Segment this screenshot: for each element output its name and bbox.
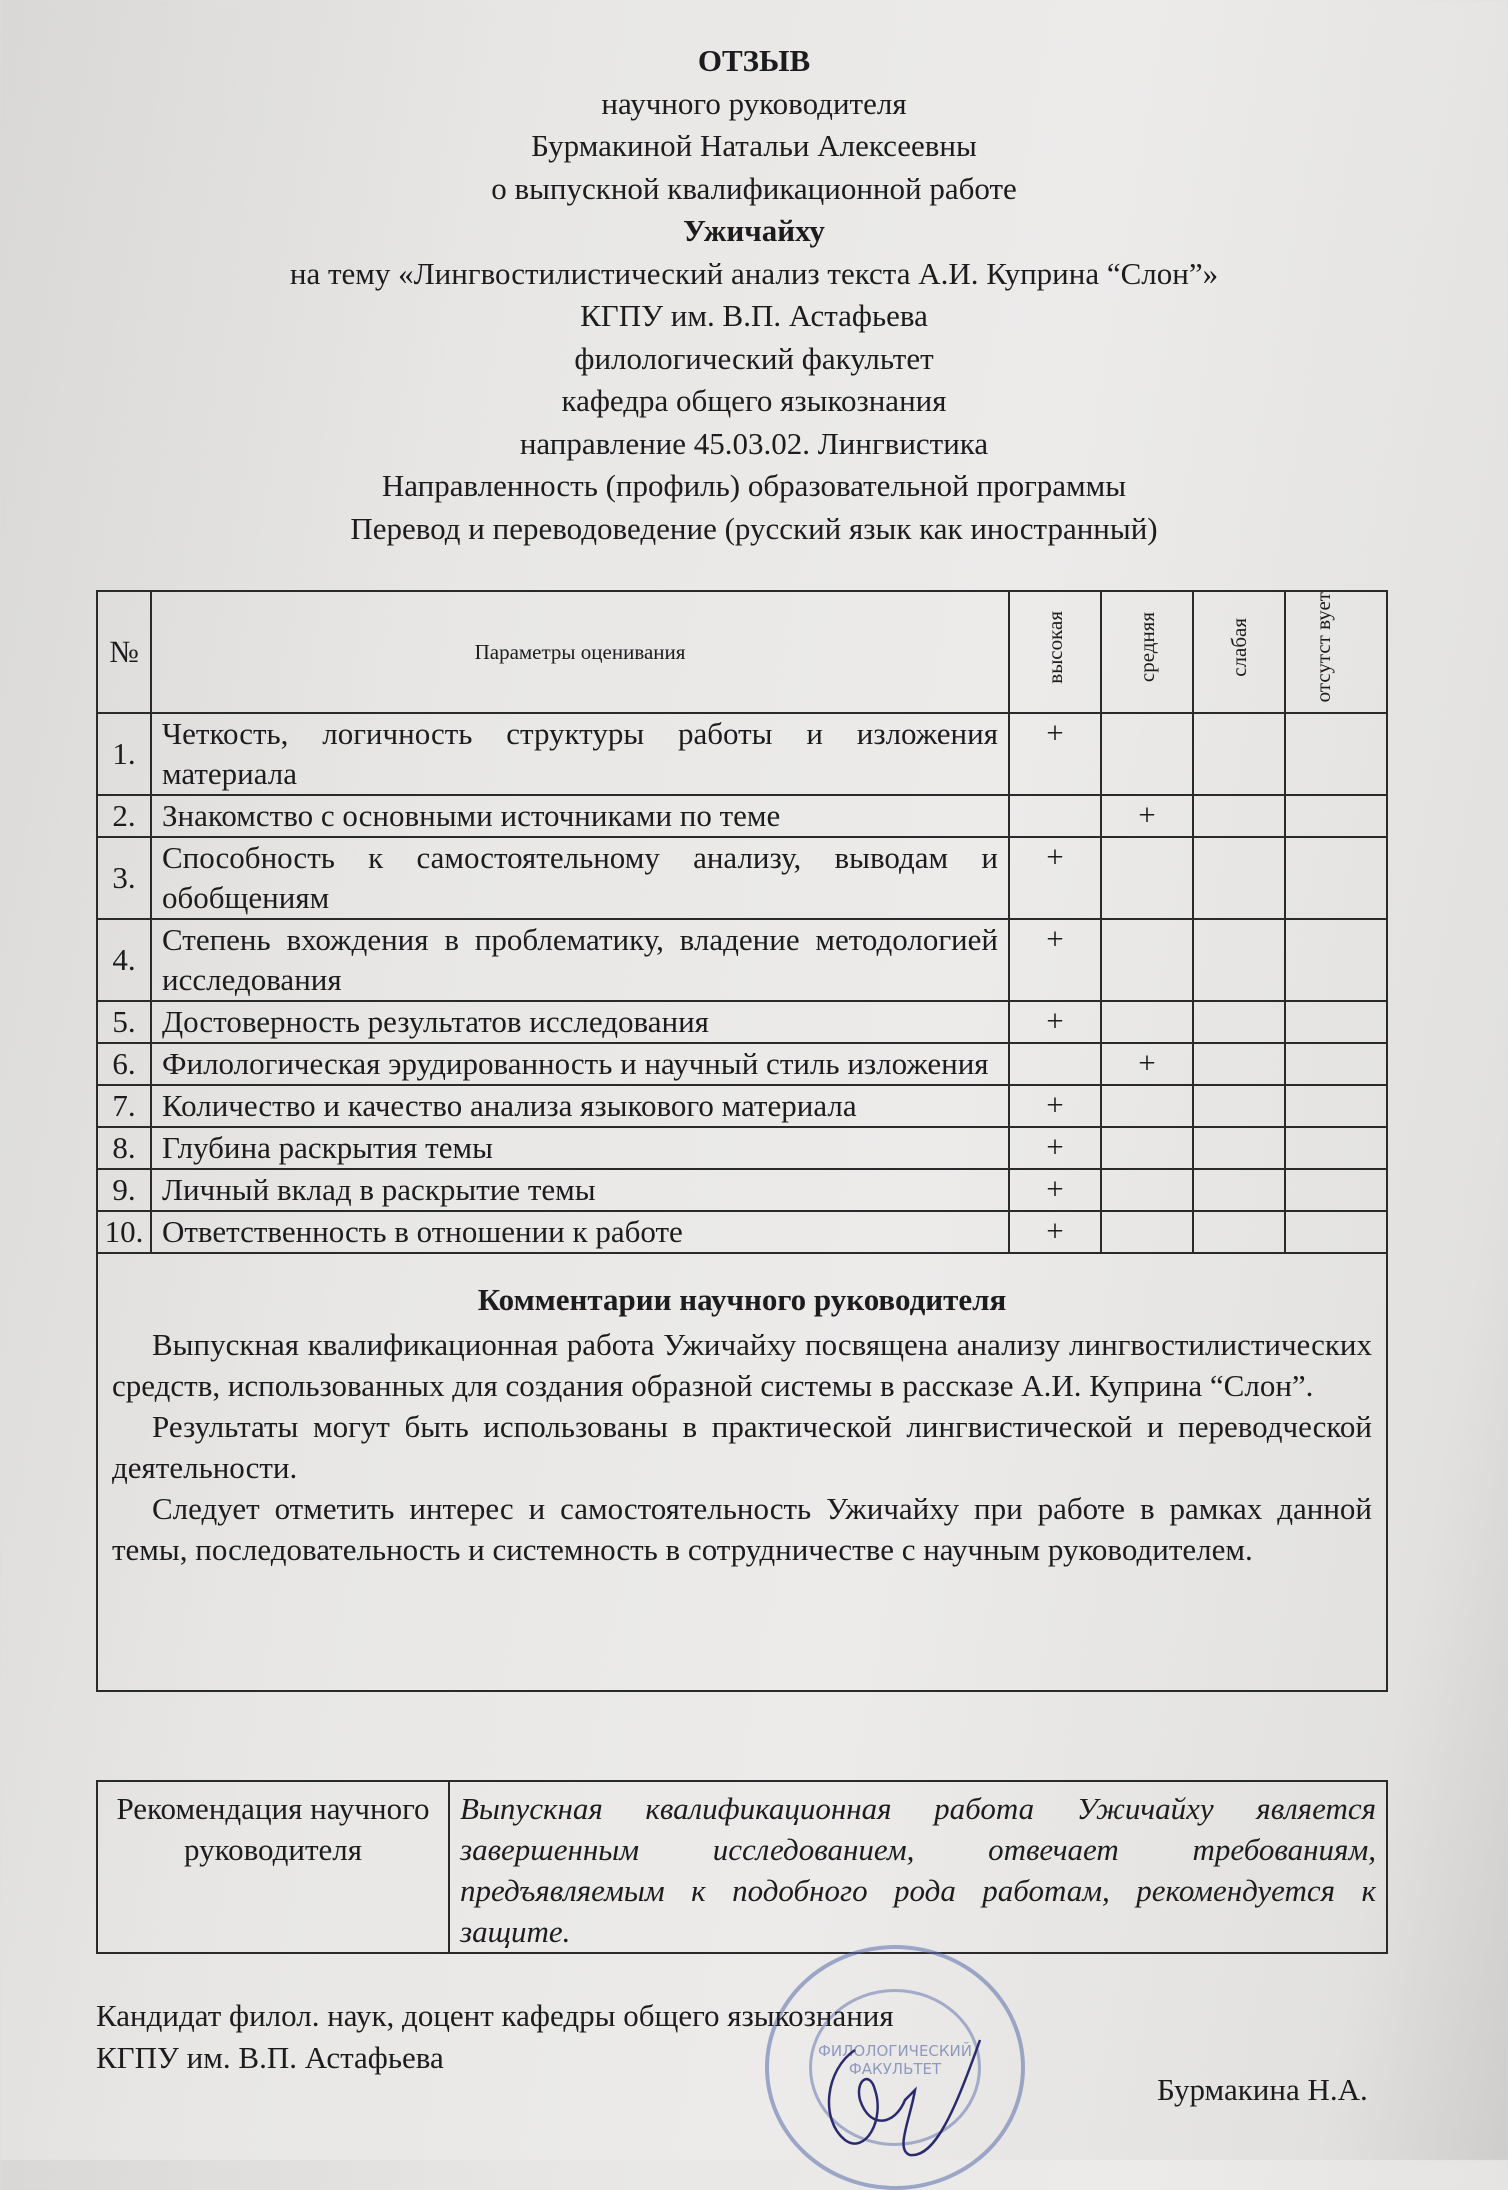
row-parameter: Филологическая эрудированность и научный стиль изложения (151, 1043, 1009, 1085)
row-parameter: Достоверность результатов исследования (151, 1001, 1009, 1043)
header-line: научного руководителя (601, 85, 907, 121)
rating-cell (1009, 837, 1101, 919)
plus-mark: + (1046, 839, 1064, 874)
table-row (97, 837, 1387, 919)
comments-cell (97, 1253, 1387, 1691)
row-parameter: Ответственность в отношении к работе (151, 1211, 1009, 1253)
rating-cell (1009, 713, 1101, 795)
rating-cell (1101, 1085, 1193, 1127)
rating-cell (1009, 1127, 1101, 1169)
row-number: 3. (97, 837, 151, 919)
header-line: Бурмакиной Натальи Алексеевны (531, 128, 977, 163)
col-high: высокая (1043, 611, 1067, 684)
rating-cell (1193, 713, 1285, 795)
plus-mark: + (1046, 1129, 1064, 1164)
row-parameter: Количество и качество анализа языкового материала (151, 1085, 1009, 1127)
rating-cell (1285, 837, 1387, 919)
rating-cell (1285, 1211, 1387, 1253)
rating-cell (1101, 1043, 1193, 1085)
col-num: № (97, 591, 151, 713)
stamp-inner: ФИЛОЛОГИЧЕСКИЙ ФАКУЛЬТЕТ (809, 1989, 981, 2146)
rating-cell (1193, 1211, 1285, 1253)
recommendation-table (96, 1780, 1388, 1954)
rating-cell (1193, 919, 1285, 1001)
table-row (97, 795, 1387, 837)
table-row (97, 1001, 1387, 1043)
rating-cell (1285, 1001, 1387, 1043)
plus-mark: + (1138, 797, 1156, 832)
signer-org: КГПУ им. В.П. Астафьева (96, 2040, 444, 2075)
row-number: 7. (97, 1085, 151, 1127)
row-number: 5. (97, 1001, 151, 1043)
rating-cell (1101, 713, 1193, 795)
comment-paragraph: Результаты могут быть использованы в практической лингвистической и переводческой деятельности. (112, 1409, 1372, 1485)
rating-cell (1101, 1169, 1193, 1211)
table-header-row (97, 591, 1387, 713)
rating-cell (1101, 1001, 1193, 1043)
plus-mark: + (1046, 1003, 1064, 1038)
rating-cell (1009, 795, 1101, 837)
rating-cell (1101, 795, 1193, 837)
row-parameter: Степень вхождения в проблематику, владение методологией исследования (151, 919, 1009, 1001)
header-line: Направленность (профиль) образовательной программы (381, 468, 1127, 503)
rating-cell (1285, 713, 1387, 795)
rating-cell (1285, 1127, 1387, 1169)
header-line: КГПУ им. В.П. Астафьева (580, 298, 928, 333)
rating-cell (1285, 795, 1387, 837)
rating-cell (1193, 1169, 1285, 1211)
plus-mark: + (1046, 1171, 1064, 1206)
rating-cell (1193, 1085, 1285, 1127)
document-header (0, 40, 1508, 550)
rating-cell (1193, 1043, 1285, 1085)
row-number: 1. (97, 713, 151, 795)
comments-title: Комментарии научного руководителя (477, 1282, 1007, 1317)
row-parameter: Знакомство с основными источниками по теме (151, 795, 1009, 837)
comment-paragraph: Выпускная квалификационная работа Ужичайху посвящена анализу лингвостилистических средств, использованных для создания образной системы в рассказе А.И. Куприна “Слон”. (112, 1327, 1372, 1403)
rating-cell (1285, 1169, 1387, 1211)
row-parameter: Способность к самостоятельному анализу, выводам и обобщениям (151, 837, 1009, 919)
rating-cell (1009, 1043, 1101, 1085)
col-low: слабая (1227, 618, 1251, 677)
student-name: Ужичайху (683, 213, 825, 248)
row-number: 2. (97, 795, 151, 837)
rating-cell (1193, 1001, 1285, 1043)
table-row (97, 1085, 1387, 1127)
header-line: кафедра общего языкознания (561, 383, 947, 418)
rating-cell (1009, 1001, 1101, 1043)
rating-cell (1193, 837, 1285, 919)
row-parameter: Глубина раскрытия темы (151, 1127, 1009, 1169)
plus-mark: + (1046, 1213, 1064, 1248)
evaluation-table (96, 590, 1388, 1692)
row-number: 9. (97, 1169, 151, 1211)
rating-cell (1193, 795, 1285, 837)
table-row (97, 1043, 1387, 1085)
row-number: 8. (97, 1127, 151, 1169)
rating-cell (1009, 1085, 1101, 1127)
plus-mark: + (1046, 1087, 1064, 1122)
col-mid: средняя (1135, 612, 1159, 683)
recommendation-label: Рекомендация научного руководителя (97, 1781, 449, 1953)
rating-cell (1009, 1169, 1101, 1211)
row-number: 10. (97, 1211, 151, 1253)
table-row (97, 919, 1387, 1001)
rating-cell (1009, 919, 1101, 1001)
signer-position: Кандидат филол. наук, доцент кафедры общего языкознания (96, 1998, 894, 2033)
recommendation-text: Выпускная квалификационная работа Ужичайху является завершенным исследованием, отвечает требованиям, предъявляемым к подобного рода работам, рекомендуется к защите. (449, 1781, 1387, 1953)
table-row (97, 1169, 1387, 1211)
header-line: о выпускной квалификационной работе (491, 170, 1017, 206)
rating-cell (1285, 1085, 1387, 1127)
doc-title: ОТЗЫВ (697, 43, 811, 78)
rating-cell (1101, 919, 1193, 1001)
header-line: филологический факультет (574, 340, 934, 376)
row-parameter: Четкость, логичность структуры работы и изложения материала (151, 713, 1009, 795)
rating-cell (1285, 919, 1387, 1001)
table-row (97, 713, 1387, 795)
row-number: 4. (97, 919, 151, 1001)
header-line: направление 45.03.02. Лингвистика (519, 425, 989, 461)
header-line: на тему «Лингвостилистический анализ текста А.И. Куприна “Слон”» (289, 255, 1219, 291)
col-none: отсутст вует (1311, 592, 1335, 703)
signature (815, 2030, 985, 2160)
rating-cell (1285, 1043, 1387, 1085)
plus-mark: + (1138, 1045, 1156, 1080)
rating-cell (1101, 1211, 1193, 1253)
row-number: 6. (97, 1043, 151, 1085)
comment-paragraph: Следует отметить интерес и самостоятельность Ужичайху при работе в рамках данной темы, последовательность и системность в сотрудничестве с научным руководителем. (112, 1491, 1372, 1567)
signer-name: Бурмакина Н.А. (1157, 2072, 1368, 2107)
col-params: Параметры оценивания (151, 591, 1009, 713)
rating-cell (1193, 1127, 1285, 1169)
plus-mark: + (1046, 921, 1064, 956)
table-row (97, 1127, 1387, 1169)
plus-mark: + (1046, 715, 1064, 750)
table-row (97, 1211, 1387, 1253)
rating-cell (1101, 1127, 1193, 1169)
rating-cell (1101, 837, 1193, 919)
row-parameter: Личный вклад в раскрытие темы (151, 1169, 1009, 1211)
rating-cell (1009, 1211, 1101, 1253)
header-line: Перевод и переводоведение (русский язык как иностранный) (350, 510, 1158, 546)
